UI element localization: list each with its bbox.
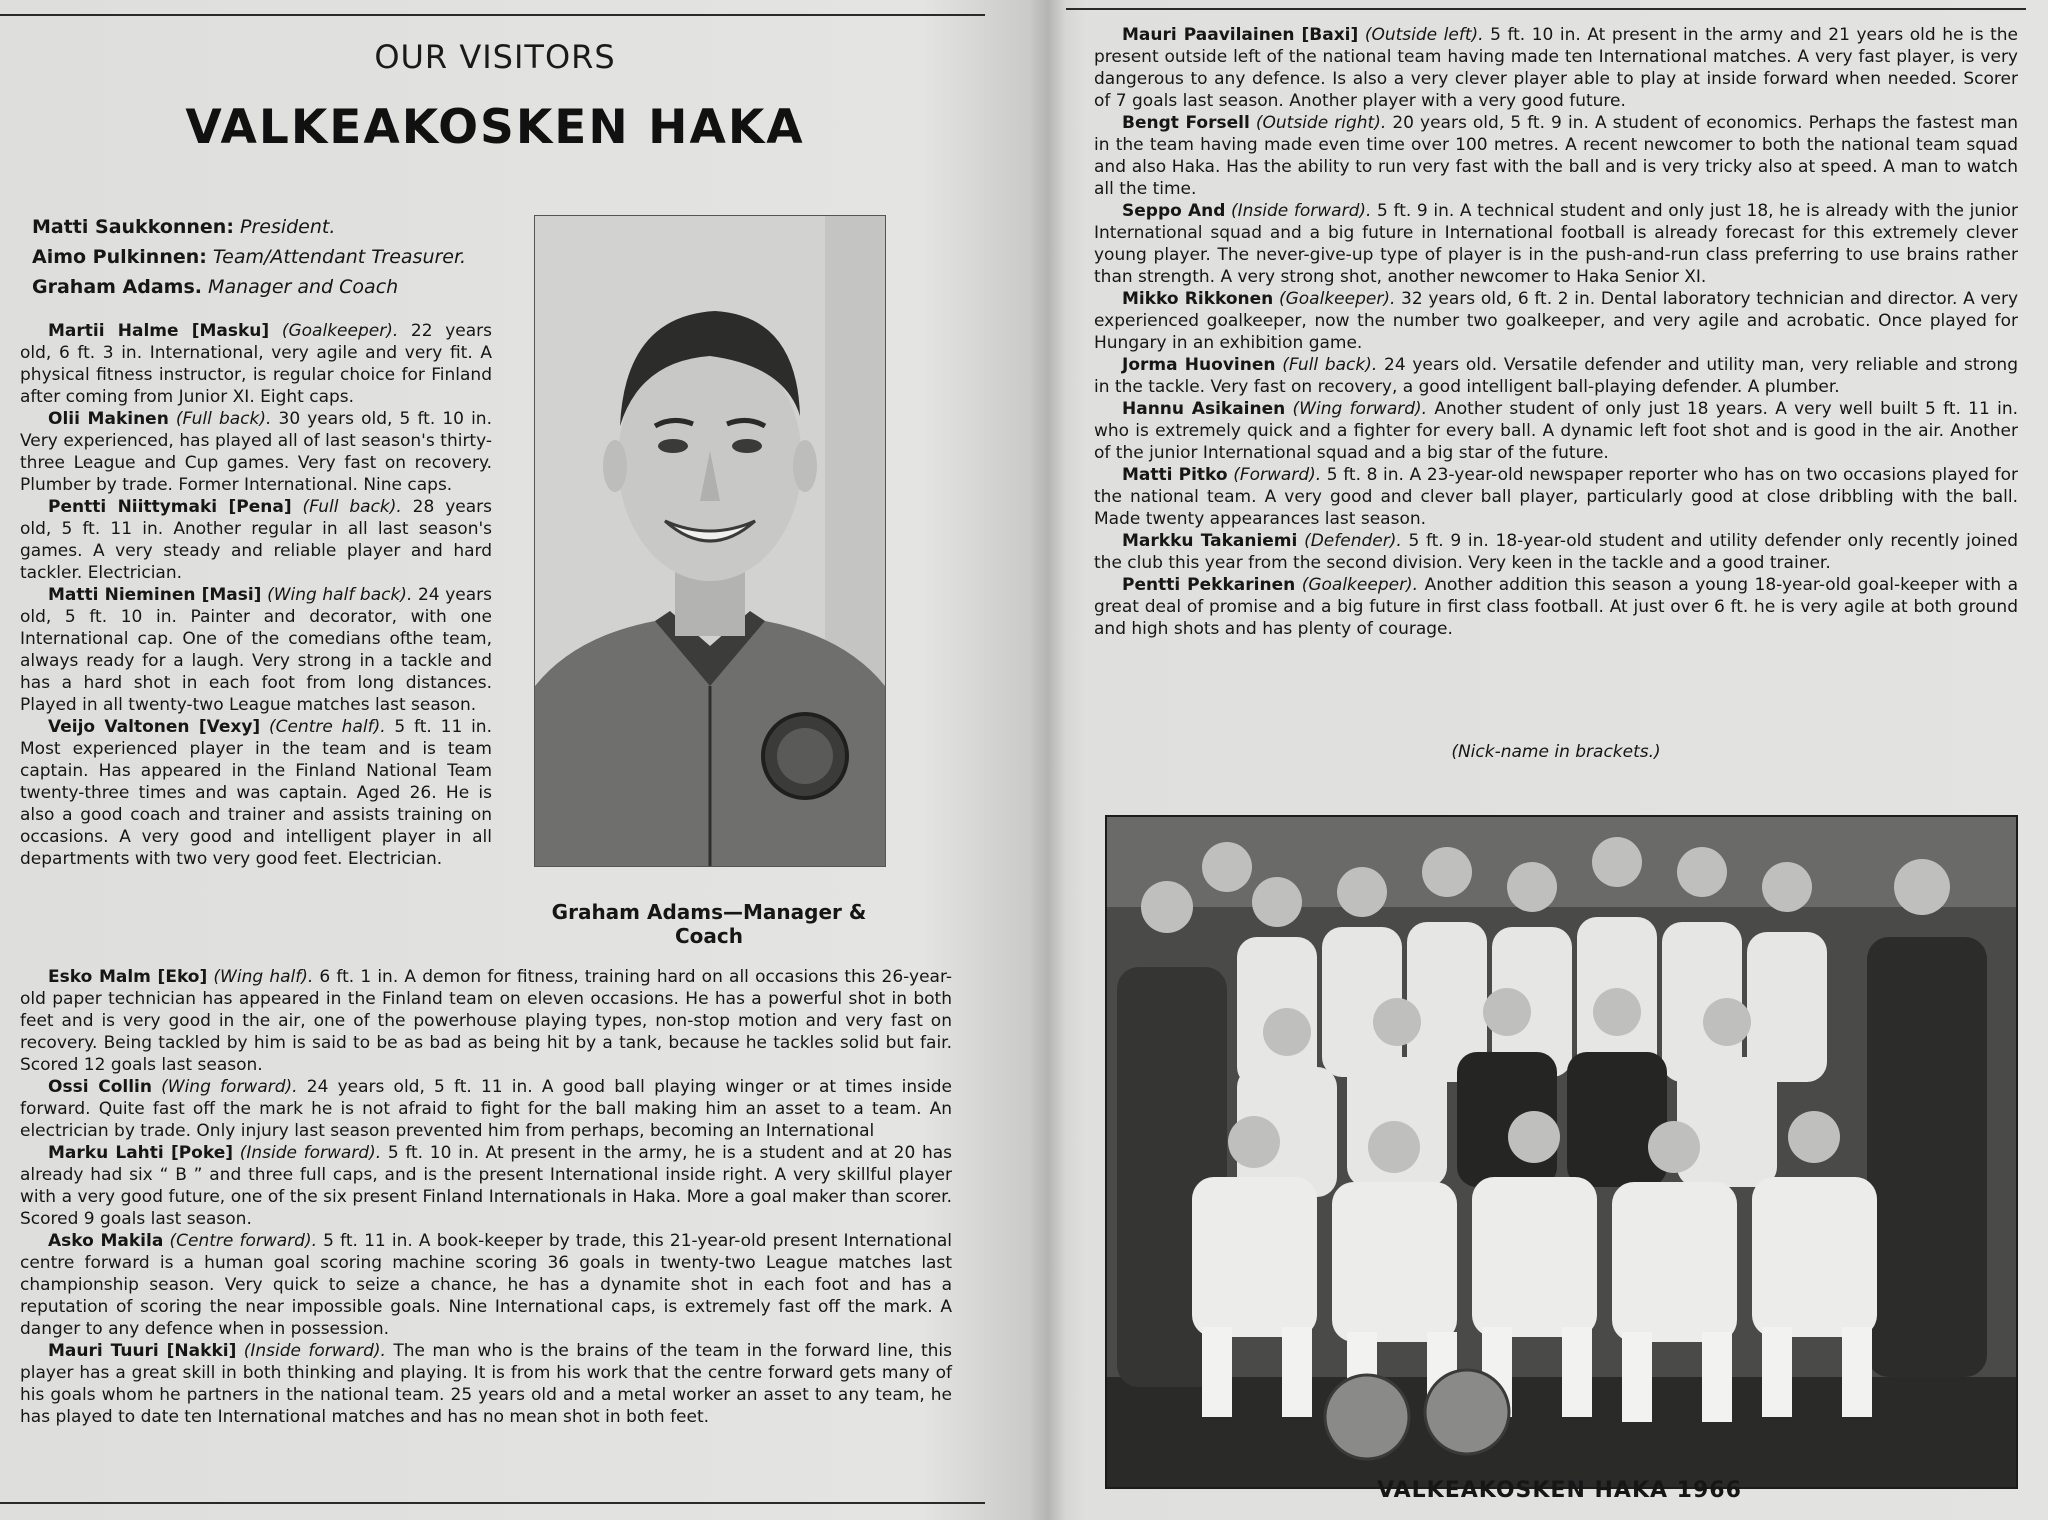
official-name: Graham Adams.: [32, 276, 202, 298]
top-rule: [0, 14, 985, 16]
player-list-wide: [20, 966, 952, 1428]
player-name: Seppo And: [1122, 201, 1226, 221]
player-position: (Full back).: [1282, 355, 1378, 375]
official-role: Manager and Coach: [208, 276, 399, 298]
official-role: President.: [239, 216, 336, 238]
player-position: (Forward).: [1233, 465, 1322, 485]
player-entry: [20, 1230, 952, 1340]
player-bio: 32 years old, 6 ft. 2 in. Dental laboratory technician and director. A very experienced goalkeeper, now the number two goalkeeper, and very agile and acrobatic. Once played for Hungary in an exhibition game.: [1094, 289, 2019, 353]
official-name: Aimo Pulkinnen:: [32, 246, 207, 268]
player-entry: [1094, 574, 2018, 640]
player-bio: 5 ft. 9 in. 18-year-old student and utility defender only recently joined the club this year from the second division. Very keen in the tackle and a good trainer.: [1094, 531, 2018, 573]
player-entry: [20, 1142, 952, 1230]
player-position: (Wing half).: [213, 967, 314, 987]
team-photo-caption: VALKEAKOSKEN HAKA 1966: [1377, 1478, 1742, 1503]
team-photo-illustration: [1107, 817, 2016, 1487]
player-bio: 6 ft. 1 in. A demon for fitness, training hard on all occasions this 26-year-old paper technician has appeared in the Finland team on eleven occasions. He has a powerful shot in both feet and is very good in the air, one of the powerhouse playing types, non-stop motion and very fast on recovery. Being tackled by him is said to be as bad as being hit by a tank, because he tackles solid but fair. Scored 12 goals last season.: [20, 967, 952, 1075]
player-bio: 5 ft. 11 in. A book-keeper by trade, this 21-year-old present International centre forward is a human goal scoring machine scoring 36 goals in twenty-two League matches last championship season. Very quick to seize a chance, he has a dynamite shot in each foot and has a reputation of scoring the near impossible goals. Nine International caps, is extremely fast off the mark. A danger to any defence when in possession.: [20, 1231, 953, 1339]
player-name: Mauri Tuuri [Nakki]: [48, 1341, 237, 1361]
page-title: VALKEAKOSKEN HAKA: [185, 100, 805, 155]
player-name: Olii Makinen: [48, 409, 169, 429]
player-entry: [20, 716, 492, 870]
player-name: Mauri Paavilainen [Baxi]: [1122, 25, 1359, 45]
player-bio: 5 ft. 10 in. At present in the army, he is a student and at 20 has already had six “ B ” and three full caps, and is the present International inside right. A very skillful player with a very good future, one of the six present Finland Internationals in Haka. More a goal maker than scorer. Scored 9 goals last season.: [20, 1143, 952, 1229]
team-group-photo: [1105, 815, 2018, 1489]
player-name: Esko Malm [Eko]: [48, 967, 208, 987]
player-entry: [1094, 200, 2018, 288]
player-bio: The man who is the brains of the team in the forward line, this player has a great skill in both thinking and playing. It is from his work that the centre forward gets many of his goals whom he partners in the national team. 25 years old and a metal worker an asset to any team, he has played to date ten International matches and has no mean shot in both feet.: [20, 1341, 952, 1427]
player-entry: [1094, 354, 2018, 398]
player-position: (Inside forward).: [243, 1341, 386, 1361]
player-entry: [20, 408, 492, 496]
player-bio: 28 years old, 5 ft. 11 in. Another regular in all last season's games. A very steady and reliable player and hard tackler. Electrician.: [20, 497, 492, 583]
player-name: Markku Takaniemi: [1122, 531, 1298, 551]
player-name: Jorma Huovinen: [1122, 355, 1276, 375]
official-president: [32, 212, 512, 242]
player-bio: 24 years old, 5 ft. 11 in. A good ball playing winger or at times inside forward. Quite fast off the mark he is not afraid to fight for the ball making him an asset to a team. An electrician by trade. Only injury last season prevented him from perhaps, becoming an International: [20, 1077, 952, 1141]
player-position: (Inside forward).: [1231, 201, 1372, 221]
player-name: Marku Lahti [Poke]: [48, 1143, 233, 1163]
player-position: (Wing forward).: [1292, 399, 1428, 419]
player-bio: 24 years old. Versatile defender and utility man, very reliable and strong in the tackle. Very fast on recovery, a good intelligent ball-playing defender. A plumber.: [1094, 355, 2018, 397]
player-position: (Centre half).: [269, 717, 386, 737]
player-list-right: [1094, 24, 2018, 640]
player-position: (Wing forward).: [161, 1077, 298, 1097]
player-position: (Wing half back).: [267, 585, 413, 605]
player-name: Matti Nieminen [Masi]: [48, 585, 262, 605]
player-bio: 22 years old, 6 ft. 3 in. International, very agile and very fit. A physical fitness instructor, is regular choice for Finland after coming from Junior XI. Eight caps.: [20, 321, 492, 407]
player-bio: 5 ft. 9 in. A technical student and only just 18, he is already with the junior International squad and a big future in International football is already forecast for this extremely clever young player. The never-give-up type of player is in the push-and-run class preferring to use brains rather than strength. A very strong shot, another newcomer to Haka Senior XI.: [1094, 201, 2018, 287]
player-position: (Inside forward).: [239, 1143, 382, 1163]
player-entry: [20, 1076, 952, 1142]
player-bio: 20 years old, 5 ft. 9 in. A student of economics. Perhaps the fastest man in the team having made even time over 100 metres. A recent newcomer to both the national team squad and also Haka. Has the ability to run very fast with the ball and is very tricky also at speed. A man to watch all the time.: [1094, 113, 2019, 199]
player-entry: [20, 496, 492, 584]
player-position: (Outside left).: [1364, 25, 1484, 45]
player-bio: 30 years old, 5 ft. 10 in. Very experienced, has played all of last season's thirty-three League and Cup games. Very fast on recovery. Plumber by trade. Former International. Nine caps.: [20, 409, 492, 495]
player-position: (Defender).: [1304, 531, 1402, 551]
section-heading: OUR VISITORS: [374, 38, 616, 76]
player-name: Ossi Collin: [48, 1077, 152, 1097]
player-name: Pentti Pekkarinen: [1122, 575, 1296, 595]
player-entry: [1094, 464, 2018, 530]
player-entry: [1094, 112, 2018, 200]
player-entry: [20, 320, 492, 408]
player-entry: [20, 584, 492, 716]
player-bio: 5 ft. 11 in. Most experienced player in the team and is team captain. Has appeared in the Finland National Team twenty-three times and was captain. Aged 26. He is also a good coach and trainer and assists training on occasions. A very good and intelligent player in all departments with two very good feet. Electrician.: [20, 717, 492, 869]
bottom-rule: [0, 1502, 985, 1504]
player-bio: 5 ft. 10 in. At present in the army and 21 years old he is the present outside left of the national team having made ten International matches. A very fast player, is very dangerous to any defence. Is also a very clever player able to play at inside forward when needed. Scorer of 7 goals last season. Another player with a very good future.: [1094, 25, 2019, 111]
manager-portrait-photo: [534, 215, 886, 867]
player-position: (Goalkeeper).: [1301, 575, 1419, 595]
player-name: Veijo Valtonen [Vexy]: [48, 717, 261, 737]
player-position: (Centre forward).: [169, 1231, 318, 1251]
official-name: Matti Saukkonnen:: [32, 216, 234, 238]
page-gutter: [1030, 0, 1066, 1520]
official-manager: [32, 272, 512, 302]
player-bio: Another addition this season a young 18-year-old goal-keeper with a great deal of promise and a big future in first class football. At just over 6 ft. he is very agile at both ground and high shots and has plenty of courage.: [1094, 575, 2019, 639]
player-bio: 24 years old, 5 ft. 10 in. Painter and decorator, with one International cap. One of the comedians ofthe team, always ready for a laugh. Very strong in a tackle and has a hard shot in each foot from long distances. Played in all twenty-two League matches last season.: [20, 585, 492, 715]
player-name: Matti Pitko: [1122, 465, 1228, 485]
top-rule: [1066, 8, 2026, 10]
player-name: Martii Halme [Masku]: [48, 321, 270, 341]
player-entry: [1094, 24, 2018, 112]
player-bio: 5 ft. 8 in. A 23-year-old newspaper reporter who has on two occasions played for the national team. A very good and clever ball player, particularly good at close dribbling with the ball. Made twenty appearances last season.: [1094, 465, 2018, 529]
nickname-note: (Nick-name in brackets.): [1451, 742, 1661, 762]
player-entry: [20, 966, 952, 1076]
player-entry: [1094, 530, 2018, 574]
player-name: Pentti Niittymaki [Pena]: [48, 497, 292, 517]
official-role: Team/Attendant Treasurer.: [212, 246, 467, 268]
player-position: (Full back).: [175, 409, 272, 429]
officials-list: [32, 212, 512, 302]
player-name: Bengt Forsell: [1122, 113, 1250, 133]
player-bio: Another student of only just 18 years. A very well built 5 ft. 11 in. who is extremely quick and a fighter for every ball. A dynamic left foot shot and is good in the air. Another of the junior International squad and a big star of the future.: [1094, 399, 2018, 463]
player-name: Asko Makila: [48, 1231, 164, 1251]
player-name: Mikko Rikkonen: [1122, 289, 1274, 309]
player-position: (Outside right).: [1255, 113, 1387, 133]
player-position: (Full back).: [302, 497, 402, 517]
player-entry: [1094, 288, 2018, 354]
player-list-narrow: [20, 320, 492, 870]
right-page: [1066, 0, 2048, 1520]
player-entry: [20, 1340, 952, 1428]
official-treasurer: [32, 242, 512, 272]
player-entry: [1094, 398, 2018, 464]
portrait-illustration: [535, 216, 885, 866]
player-position: (Goalkeeper).: [1278, 289, 1396, 309]
portrait-caption: Graham Adams—Manager & Coach: [551, 900, 867, 948]
player-name: Hannu Asikainen: [1122, 399, 1286, 419]
player-position: (Goalkeeper).: [281, 321, 399, 341]
